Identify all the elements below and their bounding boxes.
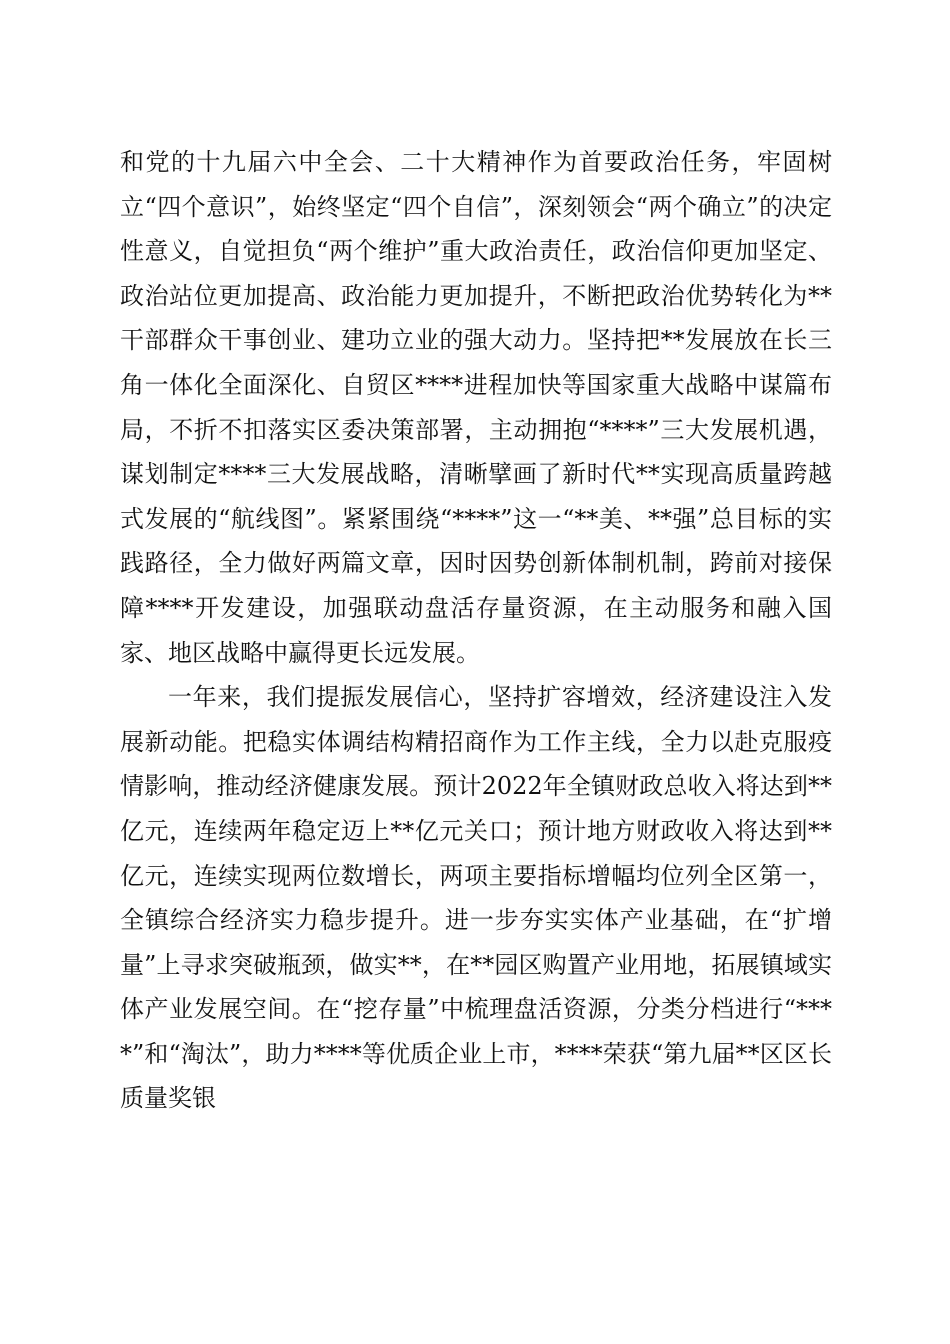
paragraph-1: 和党的十九届六中全会、二十大精神作为首要政治任务，牢固树立“四个意识”，始终坚定“四个自信”，深刻领会“两个确立”的决定性意义，自觉担负“两个维护”重大政治责任，政治信仰更加坚定、政治站位更加提高、政治能力更加提升，不断把政治优势转化为**干部群众干事创业、建功立业的强大动力。坚持把**发展放在长三角一体化全面深化、自贸区****进程加快等国家重大战略中谋篇布局，不折不扣落实区委决策部署，主动拥抱“****”三大发展机遇，谋划制定****三大发展战略，清晰擘画了新时代**实现高质量跨越式发展的“航线图”。紧紧围绕“****”这一“**美、**强”总目标的实践路径，全力做好两篇文章，因时因势创新体制机制，跨前对接保障****开发建设，加强联动盘活存量资源，在主动服务和融入国家、地区战略中赢得更长远发展。 <box>120 148 832 667</box>
document-body <box>120 140 832 1121</box>
paragraph-2: 一年来，我们提振发展信心，坚持扩容增效，经济建设注入发展新动能。把稳实体调结构精招商作为工作主线，全力以赴克服疫情影响，推动经济健康发展。预计2022年全镇财政总收入将达到**亿元，连续两年稳定迈上**亿元关口；预计地方财政收入将达到**亿元，连续实现两位数增长，两项主要指标增幅均位列全区第一，全镇综合经济实力稳步提升。进一步夯实实体产业基础，在“扩增量”上寻求突破瓶颈，做实**，在**园区购置产业用地，拓展镇域实体产业发展空间。在“挖存量”中梳理盘活资源，分类分档进行“****”和“淘汰”，助力****等优质企业上市，****荣获“第九届**区区长质量奖银 <box>120 683 832 1113</box>
